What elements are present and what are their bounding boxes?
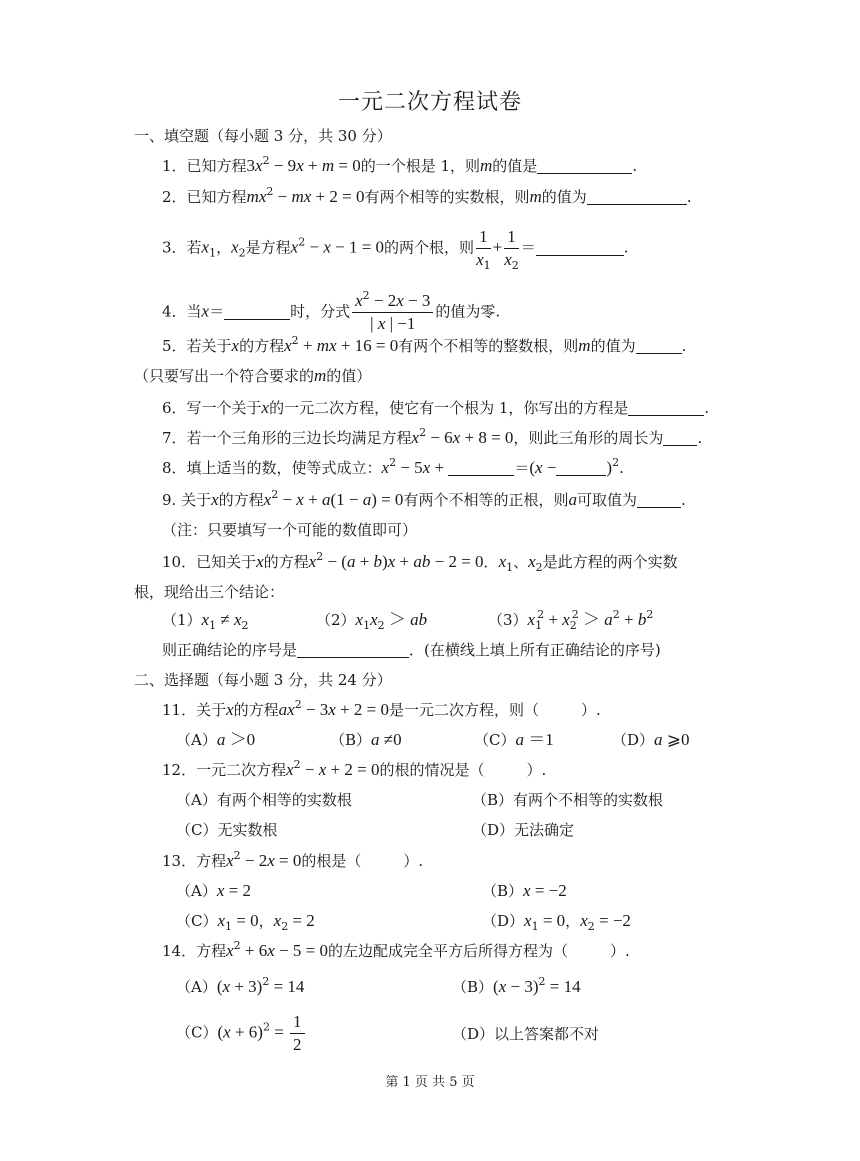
- option-12-b[interactable]: （B）有两个不相等的实数根: [472, 791, 664, 809]
- option-14-a[interactable]: $(A)(x + 3)^2 = 14$: [176, 975, 305, 996]
- section-2-heading: 二、选择题（每小题 3 分，共 24 分）: [134, 671, 392, 689]
- question-11: 11．关于x的方程$ax^2 - 3x + 2 = 0$是一元二次方程，则（ ）.: [162, 698, 601, 719]
- option-13-a[interactable]: （A）x = 2: [176, 881, 251, 900]
- conclusion-1: $(1)x_1 \ne x_2$: [162, 610, 249, 632]
- question-7: 7．若一个三角形的三边长均满足方程$x^2 - 6x + 8 = 0$，则此三角形的周长为 .: [162, 426, 703, 447]
- option-14-c[interactable]: $(C)(x + 6)^2$ = $\frac{1}{2}$: [176, 1011, 307, 1056]
- question-14: 14．方程$x^2 + 6x - 5 = 0$的左边配成完全平方后所得方程为（ ）.: [162, 939, 630, 960]
- option-12-d[interactable]: （D）无法确定: [472, 821, 575, 839]
- question-10-line2: 根，现给出三个结论：: [134, 583, 285, 601]
- question-1: 1．已知方程$3x^2 - 9x + m = 0$的一个根是 1，则m的值是 .: [162, 154, 638, 175]
- conclusion-2: $(2)x_1x_2$ ＞ ab: [316, 610, 428, 632]
- question-5: 5．若关于x的方程$x^2$ + mx + 16 = 0有两个不相等的整数根，则m的值为 .: [162, 334, 687, 355]
- question-13: 13．方程$x^2 - 2x = 0$的根是（ ）.: [162, 849, 424, 870]
- option-11-d[interactable]: （D）a ⩾0: [612, 730, 690, 749]
- option-11-a[interactable]: （A）a ＞0: [176, 730, 256, 749]
- question-9-note: （注：只要填写一个可能的数值即可）: [162, 521, 418, 539]
- question-6: 6．写一个关于x的一元二次方程，使它有一个根为 1，你写出的方程是 .: [162, 398, 710, 417]
- question-5-note: （只要写出一个符合要求的m的值）: [134, 366, 372, 385]
- option-12-c[interactable]: （C）无实数根: [176, 821, 278, 839]
- question-10: 10．已知关于x的方程$x^2 - (a + b)x$ + ab − 2 = 0．$x_1$、$x_2$是此方程的两个实数: [162, 550, 678, 574]
- option-13-d[interactable]: $(D)x_1 = 0$，$x_2 = -2$: [482, 911, 631, 933]
- option-13-c[interactable]: $(C)x_1 = 0$，$x_2 = 2$: [176, 911, 315, 933]
- question-2: 2．已知方程$mx^2$ − mx + 2 = 0有两个相等的实数根，则m的值为 .: [162, 185, 692, 206]
- question-9: 9. 关于x的方程$x^2 - x + a(1 - a) = 0$有两个不相等的正根，则a可取值为 .: [162, 488, 686, 509]
- question-8: 8．填上适当的数，使等式成立：$x^2 - 5x + =(x - )^2$.: [162, 456, 624, 477]
- page-footer: 第 1 页 共 5 页: [385, 1075, 475, 1090]
- section-1-heading: 一、填空题（每小题 3 分，共 30 分）: [134, 127, 392, 145]
- option-11-c[interactable]: （C）a ＝1: [474, 730, 554, 749]
- option-11-b[interactable]: （B）a ≠0: [330, 730, 402, 749]
- page-title: 一元二次方程试卷: [337, 90, 522, 115]
- question-10-answer-line: 则正确结论的序号是 ．(在横线上填上所有正确结论的序号): [162, 641, 661, 659]
- option-14-d[interactable]: （D）以上答案都不对: [452, 1025, 600, 1043]
- option-13-b[interactable]: （B）x = −2: [482, 881, 567, 900]
- option-12-a[interactable]: （A）有两个相等的实数根: [176, 791, 352, 809]
- question-3: 3．若$x_1$，$x_2$是方程$x^2 - x - 1 = 0$的两个根，则 $\frac{1}{x_1}$ + $\frac{1}{x_2}$ ＝ .: [162, 227, 629, 272]
- question-12: 12．一元二次方程$x^2 - x + 2 = 0$的根的情况是（ ）.: [162, 758, 547, 779]
- option-14-b[interactable]: $(B)(x - 3)^2 = 14$: [452, 975, 581, 996]
- conclusion-3: $(3)x_1^2 + x_2^2 > a^2 + b^2$: [488, 608, 654, 632]
- question-4: 4．当x＝ 时，分式 $\frac{x^2 - 2x - 3}{| x | -1}$ 的值为零.: [162, 289, 501, 333]
